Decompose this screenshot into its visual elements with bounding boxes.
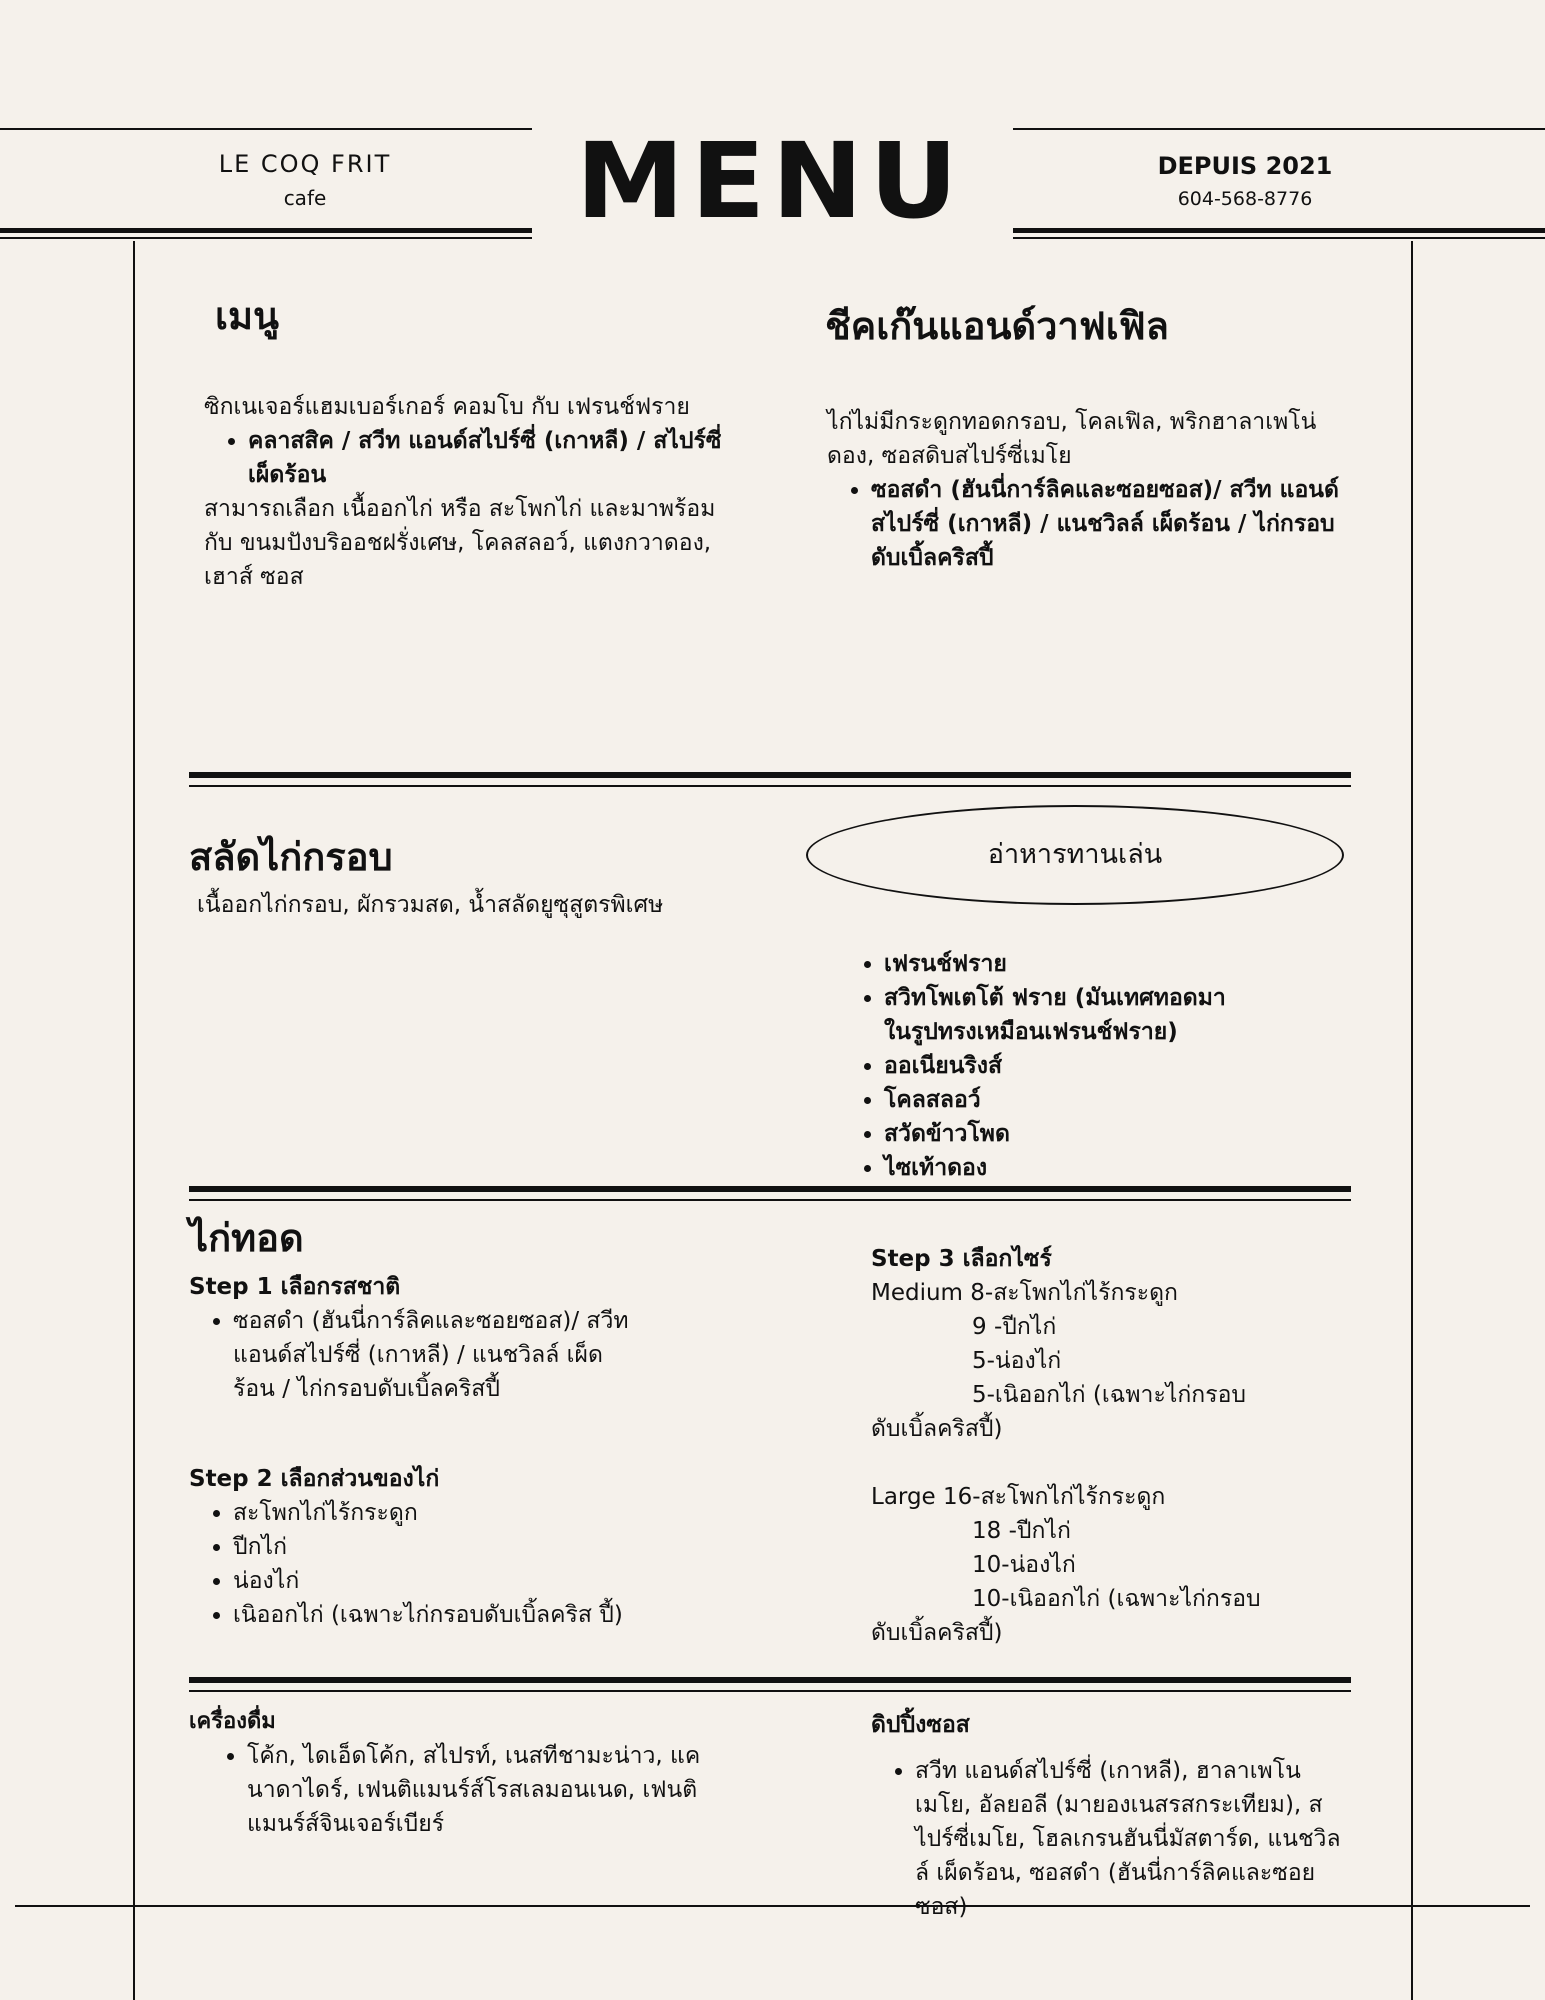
sides-item: • เฟรนช์ฟราย xyxy=(884,947,1260,981)
section-divider-2-thick xyxy=(189,1186,1351,1192)
large-breast: 10-เนิออกไก่ (เฉพาะไก่กรอบ xyxy=(972,1586,1261,1612)
waffle-block xyxy=(827,405,1352,575)
medium-drum: 5-น่องไก่ xyxy=(972,1348,1062,1374)
section-divider-2-thin xyxy=(189,1199,1351,1201)
section-divider-3-thick xyxy=(189,1677,1351,1683)
menu-heading: เมนู xyxy=(215,294,280,338)
phone-number: 604-568-8776 xyxy=(1177,188,1313,210)
sides-heading-oval xyxy=(806,805,1344,905)
since-text: DEPUIS 2021 xyxy=(1157,152,1333,180)
menu-options-item: • คลาสสิค / สวีท แอนด์สไปร์ซี่ (เกาหลี) / สไปร์ซี่ เผ็ดร้อน xyxy=(248,424,739,492)
salad-heading: สลัดไก่กรอบ xyxy=(189,835,393,879)
waffle-intro: ไก่ไม่มีกระดูกทอดกรอบ, โคลเฟิล, พริกฮาลาเพโน่ดอง, ซอสดิบสไปร์ซี่เมโย xyxy=(827,409,1317,469)
medium-wings: 9 -ปีกไก่ xyxy=(972,1314,1057,1340)
header-rule-left-thick xyxy=(0,228,532,233)
sides-item: • โคลสลอว์ xyxy=(884,1083,1260,1117)
dip-heading: ดิปปิ้งซอส xyxy=(871,1712,970,1738)
step2-item: • สะโพกไก่ไร้กระดูก xyxy=(233,1496,629,1530)
fried-steps-right xyxy=(871,1242,1311,1650)
header-rule-right-top xyxy=(1013,128,1545,130)
step2-item: • ปีกไก่ xyxy=(233,1530,629,1564)
since-block xyxy=(1110,152,1380,210)
step2-title: Step 2 เลือกส่วนของไก่ xyxy=(189,1466,440,1492)
sides-item: • ออเนียนริงส์ xyxy=(884,1049,1260,1083)
dip-list xyxy=(871,1754,1341,1924)
brand-name: LE COQ FRIT xyxy=(218,150,392,178)
step2-item: • น่องไก่ xyxy=(233,1564,629,1598)
menu-intro: ซิกเนเจอร์แฮมเบอร์เกอร์ คอมโบ กับ เฟรนช์ฟราย xyxy=(204,394,690,420)
brand-block xyxy=(180,150,430,210)
waffle-options-list xyxy=(827,473,1352,575)
drinks-heading: เครื่องดื่ม xyxy=(189,1709,276,1734)
large-drum: 10-น่องไก่ xyxy=(972,1552,1076,1578)
step2-list xyxy=(189,1496,629,1632)
drinks-list xyxy=(189,1739,709,1841)
salad-desc: เนื้ออกไก่กรอบ, ผักรวมสด, น้ำสลัดยูซุสูตรพิเศษ xyxy=(197,892,664,918)
section-divider-1-thick xyxy=(189,772,1351,778)
menu-block xyxy=(204,390,739,594)
drinks-block xyxy=(189,1705,709,1841)
waffle-heading: ชีคเก๊นแอนด์วาฟเฟิล xyxy=(825,304,1169,348)
waffle-options-item: • ซอสดำ (ฮันนี่การ์ลิคและซอยซอส)/ สวีท แอนด์สไปร์ซี่ (เกาหลี) / แนชวิลล์ เผ็ดร้อน / ไก่กรอบดับเบิ้ลคริสปี้ xyxy=(871,473,1352,575)
medium-breast: 5-เนิออกไก่ (เฉพาะไก่กรอบ xyxy=(972,1382,1246,1408)
medium-line: Medium 8-สะโพกไก่ไร้กระดูก xyxy=(871,1280,1178,1306)
frame-right-rule xyxy=(1411,241,1413,2000)
dip-item: • สวีท แอนด์สไปร์ซี่ (เกาหลี), ฮาลาเพโนเมโย, อัลยอลี (มายองเนสรสกระเทียม), สไปร์ซี่เมโย, โฮลเกรนฮันนี่มัสตาร์ด, แนชวิลล์ เผ็ดร้อน, ซอสดำ (ฮันนี่การ์ลิคและซอยซอส) xyxy=(915,1754,1341,1924)
section-divider-1-thin xyxy=(189,785,1351,787)
menu-options-list xyxy=(204,424,739,492)
brand-subtitle: cafe xyxy=(283,186,327,210)
step3-title: Step 3 เลือกไซร์ xyxy=(871,1246,1052,1272)
frame-left-rule xyxy=(133,241,135,2000)
medium-breast-cont: ดับเบิ้ลคริสปี้) xyxy=(871,1416,1003,1442)
step1-list xyxy=(189,1304,629,1406)
step1-title: Step 1 เลือกรสชาติ xyxy=(189,1274,401,1300)
header-rule-right-thin xyxy=(1013,237,1545,239)
large-line: Large 16-สะโพกไก่ไร้กระดูก xyxy=(871,1484,1166,1510)
fried-steps-left xyxy=(189,1270,629,1632)
header-rule-left-thin xyxy=(0,237,532,239)
fried-heading: ไก่ทอด xyxy=(189,1216,304,1260)
drinks-item: • โค้ก, ไดเอ็ดโค้ก, สไปรท์, เนสทีชามะน่าว, แคนาดาไดร์, เฟนติแมนร์ส์โรสเลมอนเนด, เฟนติแมนร์ส์จินเจอร์เบียร์ xyxy=(247,1739,709,1841)
sides-item: • สวัดข้าวโพด xyxy=(884,1117,1260,1151)
step2-item: • เนิออกไก่ (เฉพาะไก่กรอบดับเบิ้ลคริส ปี้) xyxy=(233,1598,629,1632)
section-divider-3-thin xyxy=(189,1690,1351,1692)
menu-detail: สามารถเลือก เนื้ออกไก่ หรือ สะโพกไก่ และมาพร้อมกับ ขนมปังบริออชฝรั่งเศษ, โคลสลอว์, แตงกวาดอง, เฮาส์ ซอส xyxy=(204,496,716,590)
sides-heading: อ่าหารทานเล่น xyxy=(987,839,1163,870)
header-rule-right-thick xyxy=(1013,228,1545,233)
large-breast-cont: ดับเบิ้ลคริสปี้) xyxy=(871,1620,1003,1646)
sides-item: • ไซเท้าดอง xyxy=(884,1151,1260,1185)
dip-block xyxy=(871,1708,1341,1924)
sides-list xyxy=(840,947,1260,1185)
sides-block xyxy=(840,947,1260,1185)
page-title: MENU xyxy=(575,120,965,242)
header-rule-left-top xyxy=(0,128,532,130)
sides-item: • สวิทโพเตโต้ ฟราย (มันเทศทอดมา ในรูปทรงเหมือนเฟรนช์ฟราย) xyxy=(884,981,1260,1049)
large-wings: 18 -ปีกไก่ xyxy=(972,1518,1071,1544)
step1-item: • ซอสดำ (ฮันนี่การ์ลิคและซอยซอส)/ สวีท แอนด์สไปร์ซี่ (เกาหลี) / แนชวิลล์ เผ็ดร้อน / ไก่กรอบดับเบิ้ลคริสปี้ xyxy=(233,1304,629,1406)
